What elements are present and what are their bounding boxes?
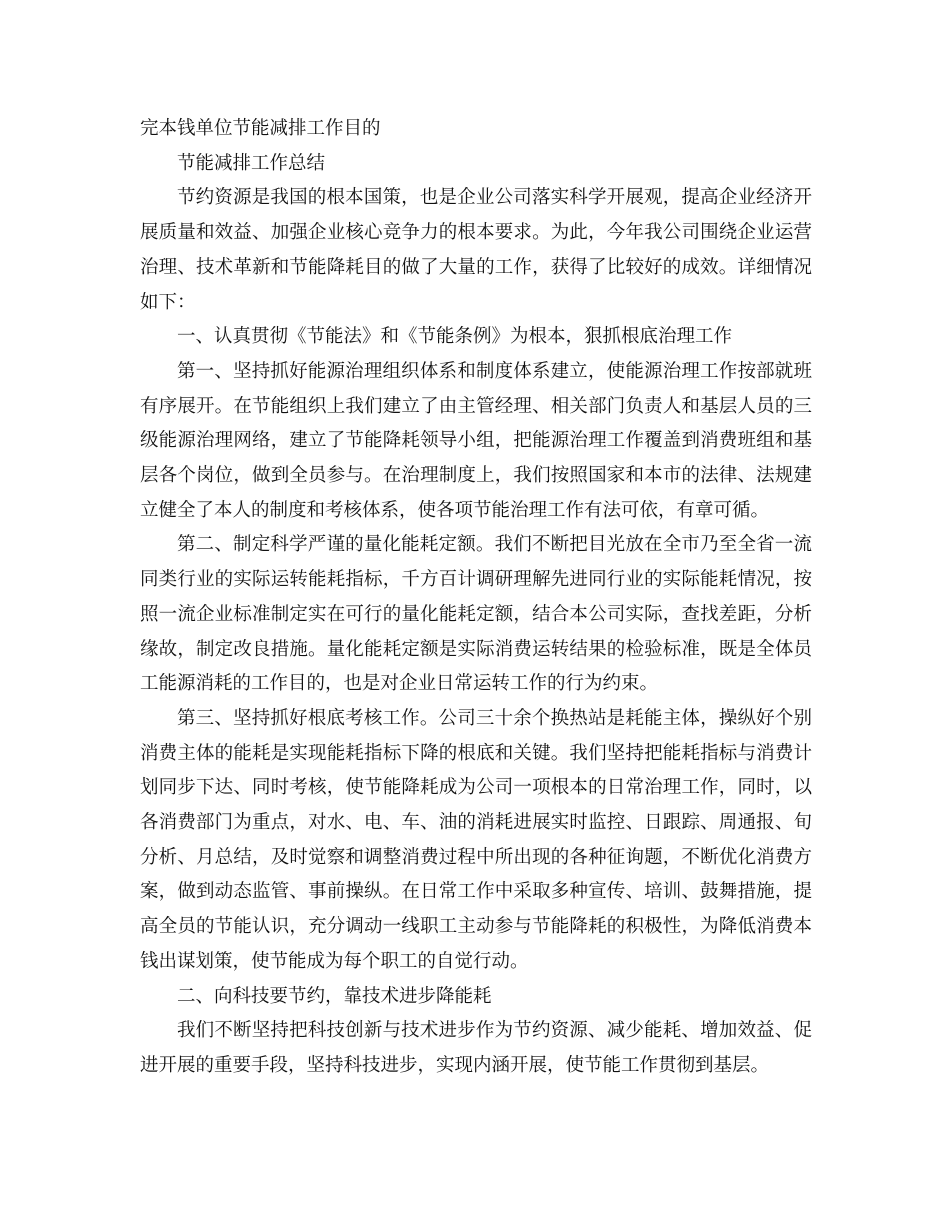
document-page bbox=[140, 112, 812, 1084]
document-title: 完本钱单位节能减排工作目的 bbox=[140, 118, 381, 139]
section-heading-2: 二、向科技要节约，靠技术进步降能耗 bbox=[177, 985, 492, 1007]
paragraph-tech: 我们不断坚持把科技创新与技术进步作为节约资源、减少能耗、增加效益、促进开展的重要手段，坚持科技进步，实现内涵开展，使节能工作贯彻到基层。 bbox=[140, 1020, 812, 1076]
paragraph-first: 第一、坚持抓好能源治理组织体系和制度体系建立，使能源治理工作按部就班有序展开。在节能组织上我们建立了由主管经理、相关部门负责人和基层人员的三级能源治理网络，建立了节能降耗领导小组，把能源治理工作覆盖到消费班组和基层各个岗位，做到全员参与。在治理制度上，我们按照国家和本市的法律、法规建立健全了本人的制度和考核体系，使各项节能治理工作有法可依，有章可循。 bbox=[140, 360, 812, 521]
paragraph-third: 第三、坚持抓好根底考核工作。公司三十余个换热站是耗能主体，操纵好个别消费主体的能耗是实现能耗指标下降的根底和关键。我们坚持把能耗指标与消费计划同步下达、同时考核，使节能降耗成为公司一项根本的日常治理工作，同时，以各消费部门为重点，对水、电、车、油的消耗进展实时监控、日跟踪、周通报、旬分析、月总结，及时觉察和调整消费过程中所出现的各种征询题，不断优化消费方案，做到动态监管、事前操纵。在日常工作中采取多种宣传、培训、鼓舞措施，提高全员的节能认识，充分调动一线职工主动参与节能降耗的积极性，为降低消费本钱出谋划策，使节能成为每个职工的自觉行动。 bbox=[140, 707, 812, 972]
paragraph-intro: 节约资源是我国的根本国策，也是企业公司落实科学开展观，提高企业经济开展质量和效益、加强企业核心竞争力的根本要求。为此，今年我公司围绕企业运营治理、技术革新和节能降耗目的做了大量的工作，获得了比较好的成效。详细情况如下： bbox=[140, 187, 812, 313]
paragraph-second: 第二、制定科学严谨的量化能耗定额。我们不断把目光放在全市乃至全省一流同类行业的实际运转能耗指标，千方百计调研理解先进同行业的实际能耗情况，按照一流企业标准制定实在可行的量化能耗定额，结合本公司实际，查找差距，分析缘故，制定改良措施。量化能耗定额是实际消费运转结果的检验标准，既是全体员工能源消耗的工作目的，也是对企业日常运转工作的行为约束。 bbox=[140, 534, 812, 695]
document-subtitle: 节能减排工作总结 bbox=[177, 152, 326, 174]
section-heading-1: 一、认真贯彻《节能法》和《节能条例》为根本，狠抓根底治理工作 bbox=[177, 326, 733, 348]
